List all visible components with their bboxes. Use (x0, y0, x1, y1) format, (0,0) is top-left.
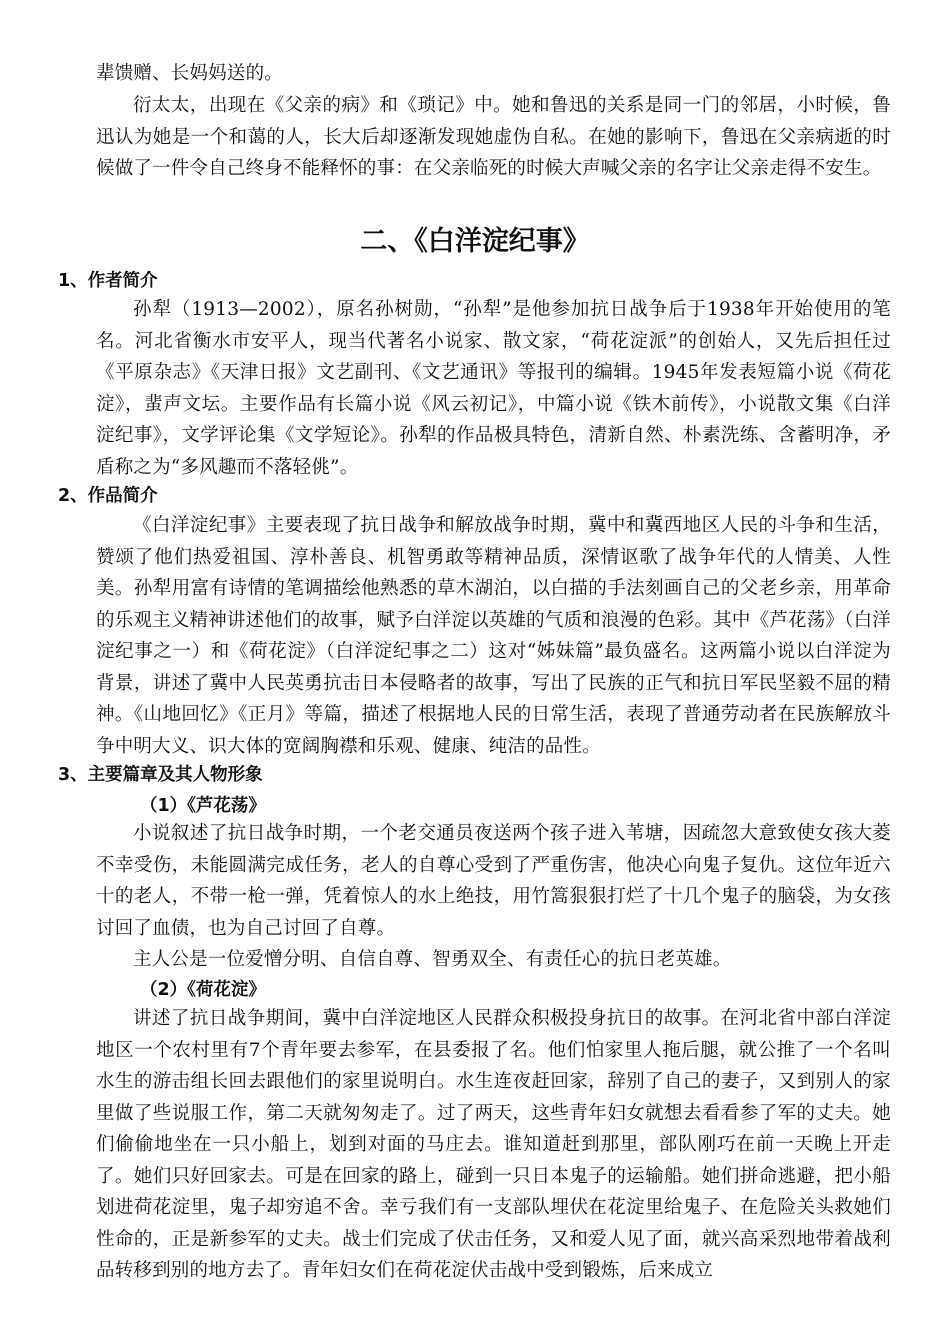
heading-author-intro: 1、作者简介 (58, 271, 158, 291)
heading-main-chapters: 3、主要篇章及其人物形象 (58, 765, 263, 785)
continuation-text: 辈馈赠、长妈妈送的。 (96, 63, 284, 84)
author-intro-paragraph: 孙犁（1913—2002），原名孙树勋，“孙犁”是他参加抗日战争后于1938年开始使用的笔名。河北省衡水市安平人，现当代著名小说家、散文家，“荷花淀派”的创始人，又先后担任过《平原杂志》《天津日报》文艺副刊、《文艺通讯》等报刊的编辑。1945年发表短篇小说《荷花淀》，蜚声文坛。主要作品有长篇小说《风云初记》，中篇小说《铁木前传》，小说散文集《白洋淀纪事》，文学评论集《文学短论》。孙犁的作品极具特色，清新自然、朴素洗练、含蓄明净，矛盾称之为“多风趣而不落轻佻”。 (96, 299, 891, 478)
hehuadian-summary: 讲述了抗日战争期间，冀中白洋淀地区人民群众积极投身抗日的故事。在河北省中部白洋淀地区一个农村里有7个青年要去参军，在县委报了名。他们怕家里人拖后腿，就公推了一个名叫水生的游击组长回去跟他们的家里说明白。水生连夜赶回家，辞别了自己的妻子，又到别人的家里做了些说服工作，第二天就匆匆走了。过了两天，这些青年妇女就想去看看参了军的丈夫。她们偷偷地坐在一只小船上，划到对面的马庄去。谁知道赶到那里，部队刚巧在前一天晚上开走了。她们只好回家去。可是在回家的路上，碰到一只日本鬼子的运输船。她们拼命逃避，把小船划进荷花淀里，鬼子却穷追不舍。幸亏我们有一支部队埋伏在花淀里给鬼子、在危险关头救她们性命的，正是新参军的丈夫。战士们完成了伏击任务，又和爱人见了面，就兴高采烈地带着战利品转移到别的地方去了。青年妇女们在荷花淀伏击战中受到锻炼，后来成立 (96, 1008, 891, 1281)
subheading-luhuadang: （1）《芦花荡》 (140, 796, 266, 816)
luhuadang-protagonist: 主人公是一位爱憎分明、自信自尊、智勇双全、有责任心的抗日老英雄。 (133, 949, 732, 970)
section-title: 二、《白洋淀纪事》 (360, 226, 590, 257)
luhuadang-summary: 小说叙述了抗日战争时期，一个老交通员夜送两个孩子进入苇塘，因疏忽大意致使女孩大菱不幸受伤，未能圆满完成任务，老人的自尊心受到了严重伤害，他决心向鬼子复仇。这位年近六十的老人，不带一枪一弹，凭着惊人的水上绝技，用竹篙狠狠打烂了十几个鬼子的脑袋，为女孩讨回了血债，也为自己讨回了自尊。 (96, 823, 891, 939)
yan-taitai-paragraph: 衍太太，出现在《父亲的病》和《琐记》中。她和鲁迅的关系是同一门的邻居，小时候，鲁迅认为她是一个和蔼的人，长大后却逐渐发现她虚伪自私。在她的影响下，鲁迅在父亲病逝的时候做了一件令自己终身不能释怀的事：在父亲临死的时候大声喊父亲的名字让父亲走得不安生。 (96, 95, 891, 179)
subheading-hehuadian: （2）《荷花淀》 (140, 980, 266, 1000)
work-intro-paragraph: 《白洋淀纪事》主要表现了抗日战争和解放战争时期，冀中和冀西地区人民的斗争和生活，赞颂了他们热爱祖国、淳朴善良、机智勇敢等精神品质，深情讴歌了战争年代的人情美、人性美。孙犁用富有诗情的笔调描绘他熟悉的草木湖泊，以白描的手法刻画自己的父老乡亲，用革命的乐观主义精神讲述他们的故事，赋予白洋淀以英雄的气质和浪漫的色彩。其中《芦花荡》（白洋淀纪事之一）和《荷花淀》（白洋淀纪事之二）这对“姊妹篇”最负盛名。这两篇小说以白洋淀为背景，讲述了冀中人民英勇抗击日本侵略者的故事，写出了民族的正气和抗日军民坚毅不屈的精神。《山地回忆》《正月》等篇，描述了根据地人民的日常生活，表现了普通劳动者在民族解放斗争中明大义、识大体的宽阔胸襟和乐观、健康、纯洁的品性。 (96, 515, 891, 757)
heading-work-intro: 2、作品简介 (58, 486, 158, 506)
